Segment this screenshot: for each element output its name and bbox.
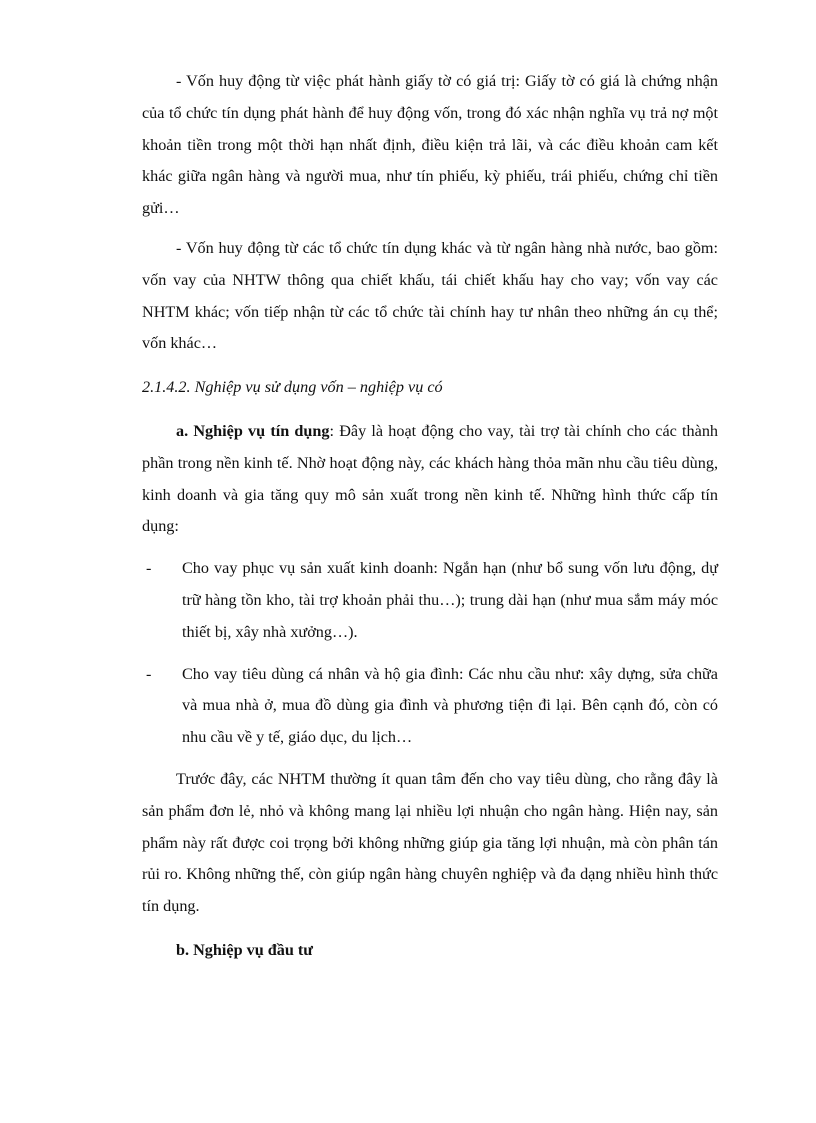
paragraph-securities-funding: - Vốn huy động từ việc phát hành giấy tờ có giá trị: Giấy tờ có giá là chứng nhận của tổ chức tín dụng phát hành để huy động vốn, trong đó xác nhận nghĩa vụ trả nợ một khoản tiền trong một thời hạn nhất định, điều kiện trả lãi, và các điều khoản cam kết khác giữa ngân hàng và người mua, như tín phiếu, kỳ phiếu, trái phiếu, chứng chỉ tiền gửi… [142,72,718,218]
list-item [142,659,718,754]
section-subheading: 2.1.4.2. Nghiệp vụ sử dụng vốn – nghiệp vụ có [142,378,443,397]
credit-term: a. Nghiệp vụ tín dụng [176,421,330,440]
list-item-text: Cho vay tiêu dùng cá nhân và hộ gia đình: Các nhu cầu như: xây dựng, sửa chữa và mua nhà ở, mua đồ dùng gia đình và phương tiện đi lại. Bên cạnh đó, còn có nhu cầu về y tế, giáo dục, du lịch… [182,664,718,747]
credit-description: : Đây là hoạt động cho vay, tài trợ tài chính cho các thành phần trong nền kinh tế. Nhờ hoạt động này, các khách hàng thỏa mãn nhu cầu tiêu dùng, kinh doanh và gia tăng quy mô sản xuất trong nền kinh tế. Những hình thức cấp tín dụng: [142,421,719,536]
list-item [142,553,718,648]
investment-heading: b. Nghiệp vụ đầu tư [176,940,314,959]
bullet-dash: - [146,664,152,683]
credit-forms-list [142,553,718,754]
bullet-dash: - [146,559,152,578]
paragraph-consumer-lending: Trước đây, các NHTM thường ít quan tâm đến cho vay tiêu dùng, cho rằng đây là sản phẩm đơn lẻ, nhỏ và không mang lại nhiều lợi nhuận cho ngân hàng. Hiện nay, sản phẩm này rất được coi trọng bởi không những giúp gia tăng lợi nhuận, mà còn phân tán rủi ro. Không những thế, còn giúp ngân hàng chuyên nghiệp và đa dạng nhiều hình thức tín dụng. [142,769,718,916]
list-item-text: Cho vay phục vụ sản xuất kinh doanh: Ngắn hạn (như bổ sung vốn lưu động, dự trữ hàng tồn kho, tài trợ khoản phải thu…); trung dài hạn (như mua sắm máy móc thiết bị, xây nhà xưởng…). [182,559,718,641]
paragraph-credit-operations [142,416,718,543]
paragraph-interbank-funding: - Vốn huy động từ các tổ chức tín dụng khác và từ ngân hàng nhà nước, bao gồm: vốn vay của NHTW thông qua chiết khấu, tái chiết khấu hay cho vay; vốn vay các NHTM khác; vốn tiếp nhận từ các tổ chức tài chính hay tư nhân theo những án cụ thể; vốn khác… [142,238,718,353]
document-body [142,66,718,967]
